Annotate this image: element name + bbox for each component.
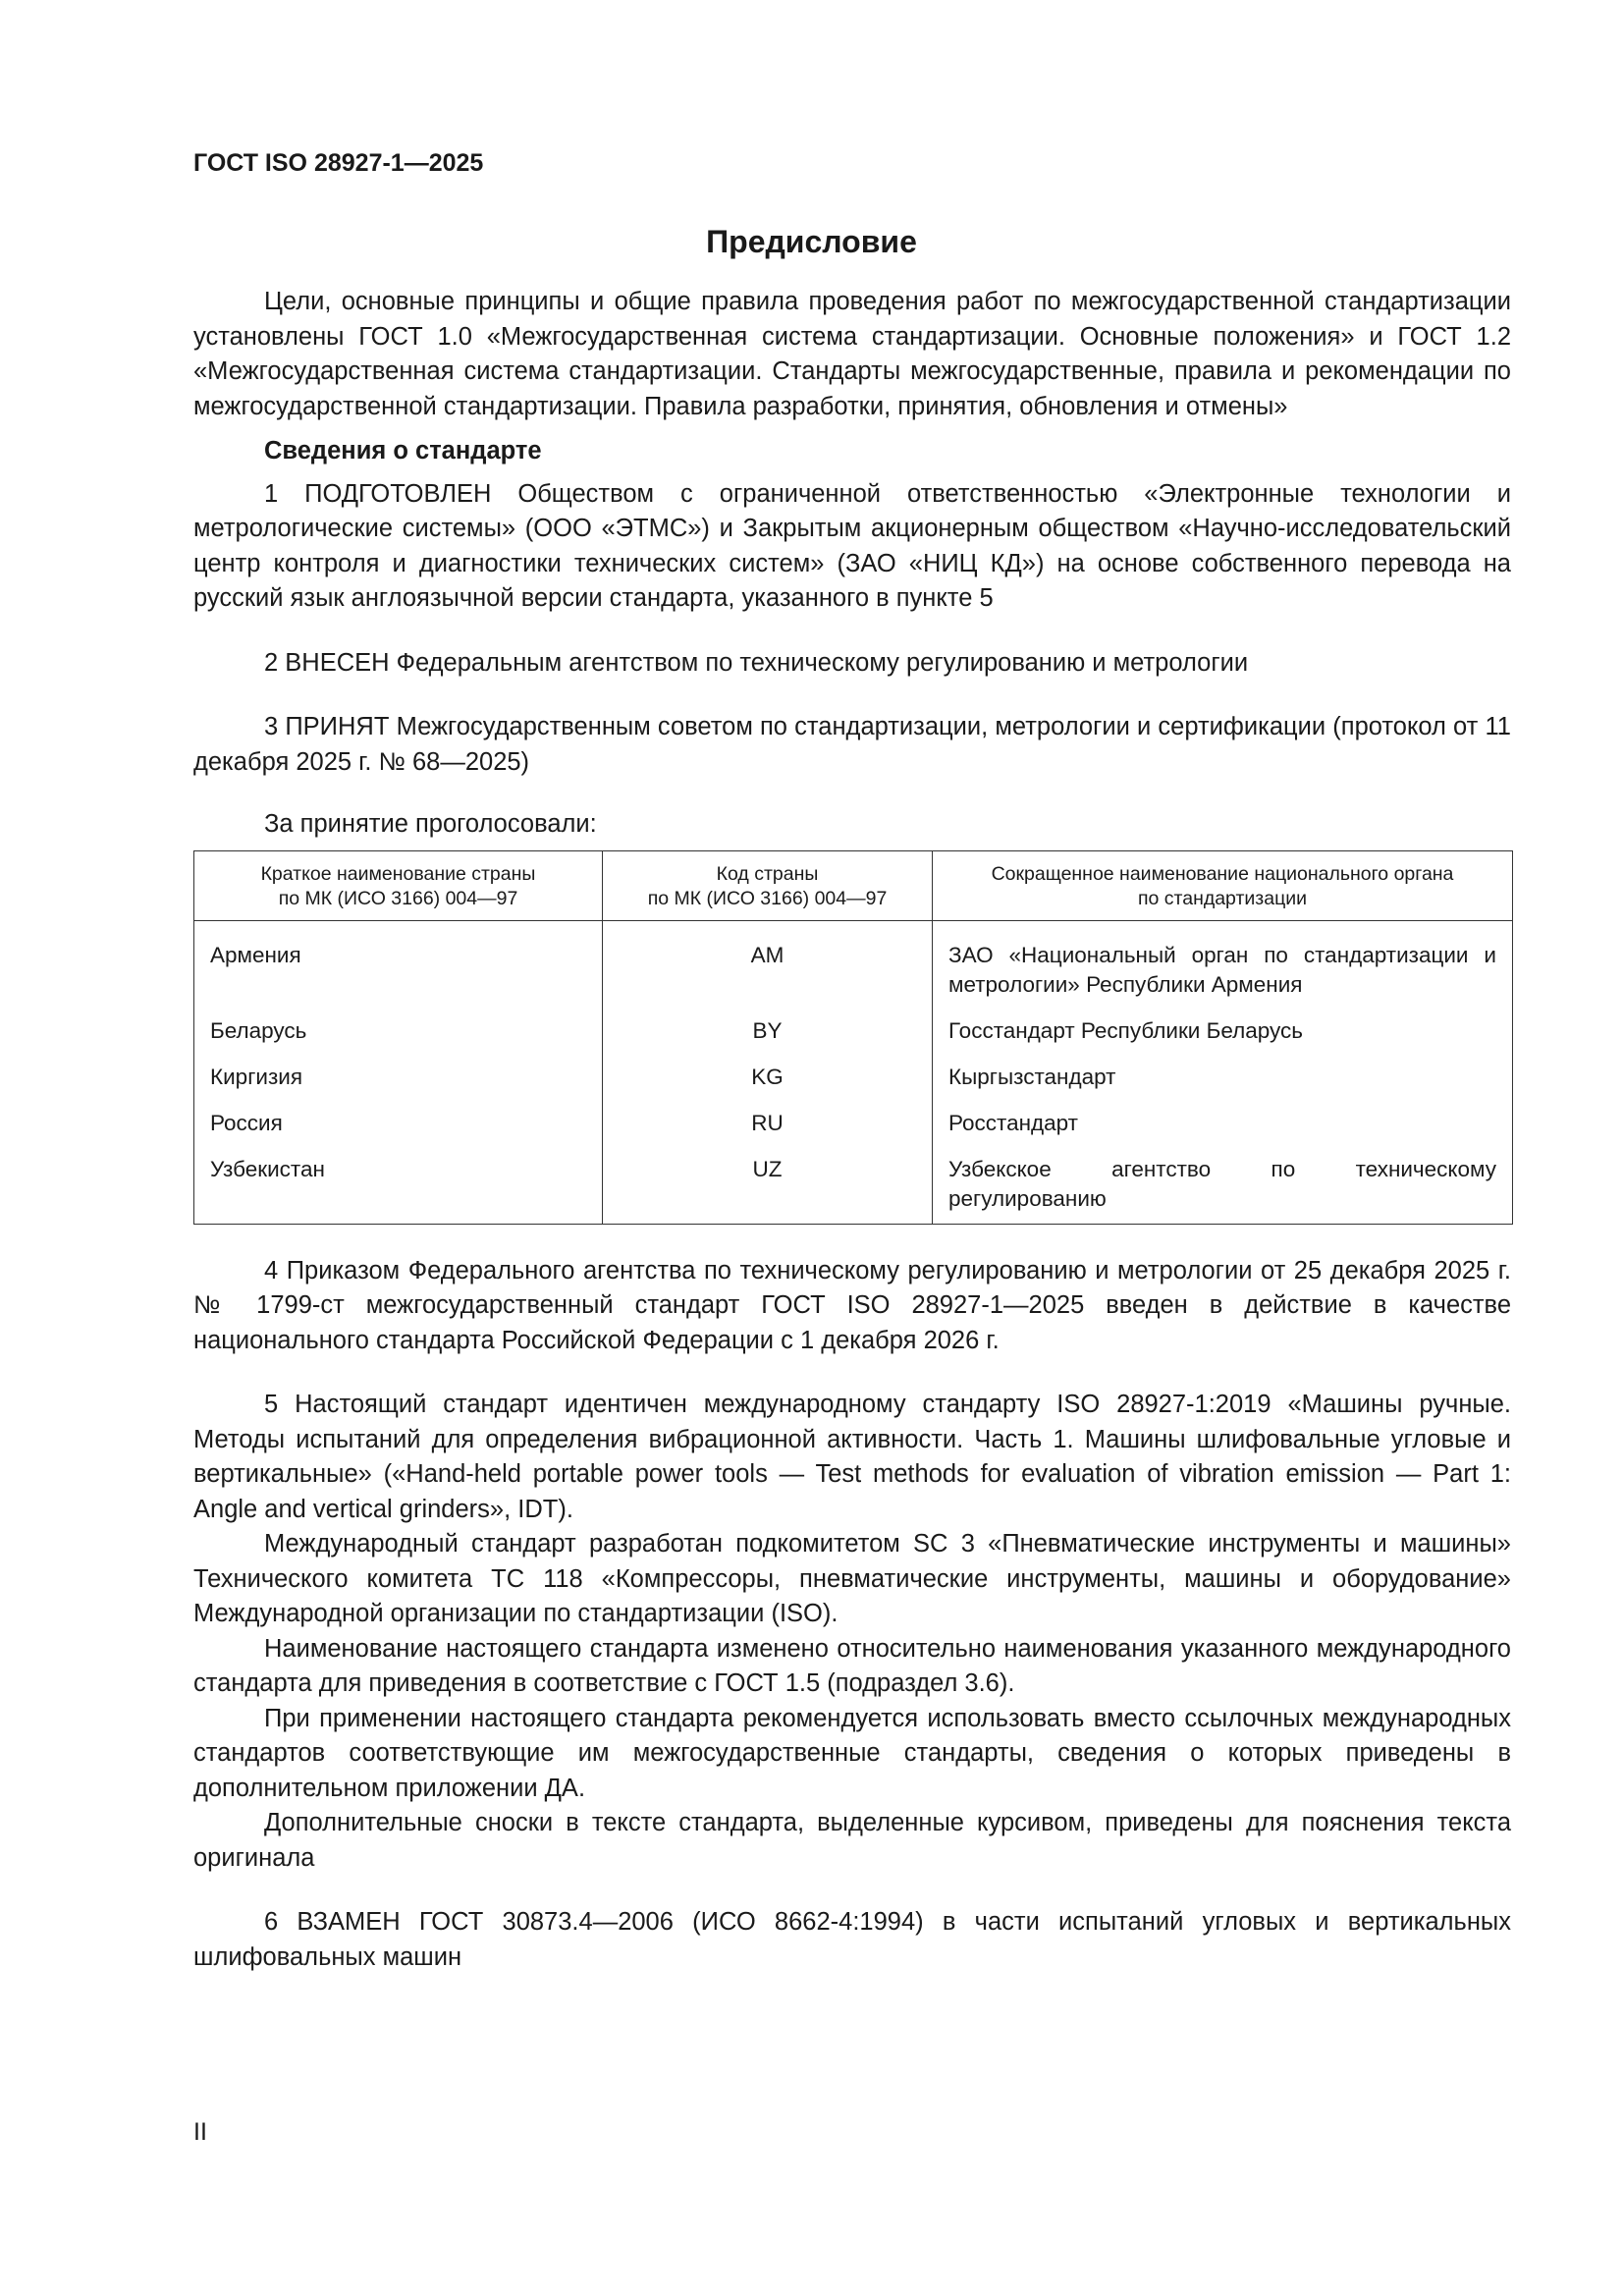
intro-paragraph: Цели, основные принципы и общие правила проведения работ по межгосударственной стандартизации установлены ГОСТ 1.0 «Межгосударственная система стандартизации. Основные положения» и ГОСТ 1.2 «Межгосударственная система стандартизации. Стандарты межгосударственные, правила и рекомендации по межгосударственной стандартизации. Правила разработки, принятия, обновления и отмены» [193,288,1511,420]
item-6-paragraph: 6 ВЗАМЕН ГОСТ 30873.4—2006 (ИСО 8662-4:1994) в части испытаний угловых и вертикальных шлифовальных машин [193,1908,1511,1971]
vote-label: За принятие проголосовали: [264,810,597,838]
table-row [194,1148,1513,1225]
page-number: II [193,2118,207,2146]
table-row [194,1102,1513,1148]
item-3-paragraph: 3 ПРИНЯТ Межгосударственным советом по стандартизации, метрологии и сертификации (протокол от 11 декабря 2025 г. № 68—2025) [193,713,1511,776]
item-5-subparagraph: При применении настоящего стандарта рекомендуется использовать вместо ссылочных международных стандартов соответствующие им межгосударственные стандарты, сведения о которых приведены в дополнительном приложении ДА. [193,1704,1511,1802]
column-header-code [603,850,933,920]
country-cell: Беларусь [194,1010,603,1056]
column-header-line: по МК (ИСО 3166) 004—97 [647,887,888,909]
section-subheading: Сведения о стандарте [264,437,542,465]
country-cell: Армения [194,920,603,1010]
column-header-line: Краткое наименование страны [260,862,536,885]
code-cell: KG [603,1056,933,1102]
column-header-body [933,850,1513,920]
country-cell: Россия [194,1102,603,1148]
column-header-line: по МК (ИСО 3166) 004—97 [278,887,518,909]
item-4-paragraph: 4 Приказом Федерального агентства по техническому регулированию и метрологии от 25 декабря 2025 г. № 1799-ст межгосударственный стандарт ГОСТ ISO 28927-1—2025 введен в действие в качестве национального стандарта Российской Федерации с 1 декабря 2026 г. [193,1256,1511,1354]
table-row [194,1010,1513,1056]
item-5-subparagraph: Международный стандарт разработан подкомитетом SC 3 «Пневматические инструменты и машины» Технического комитета ТС 118 «Компрессоры, пневматические инструменты, машины и оборудование» Международной организации по стандартизации (ISO). [193,1530,1511,1627]
code-cell: RU [603,1102,933,1148]
document-code: ГОСТ ISO 28927-1—2025 [193,149,484,177]
column-header-country [194,850,603,920]
body-cell: Кыргызстандарт [933,1056,1513,1102]
page-title: Предисловие [706,224,917,259]
item-5-subparagraph: Дополнительные сноски в тексте стандарта, выделенные курсивом, приведены для пояснения текста оригинала [193,1809,1511,1872]
body-cell: Узбекское агентство по техническому регулированию [933,1148,1513,1225]
table-row [194,920,1513,1010]
code-cell: UZ [603,1148,933,1225]
item-5-subparagraph: Наименование настоящего стандарта изменено относительно наименования указанного международного стандарта для приведения в соответствие с ГОСТ 1.5 (подраздел 3.6). [193,1634,1511,1697]
column-header-line: Код страны [716,862,819,885]
code-cell: BY [603,1010,933,1056]
table-header-row [194,850,1513,920]
item-2-paragraph: 2 ВНЕСЕН Федеральным агентством по техническому регулированию и метрологии [264,648,1249,677]
item-1-paragraph: 1 ПОДГОТОВЛЕН Обществом с ограниченной ответственностью «Электронные технологии и метрологические системы» (ООО «ЭТМС») и Закрытым акционерным обществом «Научно-исследовательский центр контроля и диагностики технических систем» (ЗАО «НИЦ КД») на основе собственного перевода на русский язык англоязычной версии стандарта, указанного в пункте 5 [193,479,1511,612]
country-cell: Узбекистан [194,1148,603,1225]
column-header-line: по стандартизации [1137,887,1308,909]
table-row [194,1056,1513,1102]
body-cell: ЗАО «Национальный орган по стандартизации и метрологии» Республики Армения [933,920,1513,1010]
document-body [193,285,1511,1975]
country-cell: Киргизия [194,1056,603,1102]
item-5-paragraph: 5 Настоящий стандарт идентичен международному стандарту ISO 28927-1:2019 «Машины ручные. Методы испытаний для определения вибрационной активности. Часть 1. Машины шлифовальные угловые и вертикальные» («Hand-held portable power tools — Test methods for evaluation of vibration emission — Part 1: Angle and vertical grinders», IDT). [193,1391,1511,1523]
column-header-line: Сокращенное наименование национального органа [991,862,1454,885]
voting-table [193,850,1513,1225]
code-cell: AM [603,920,933,1010]
body-cell: Госстандарт Республики Беларусь [933,1010,1513,1056]
body-cell: Росстандарт [933,1102,1513,1148]
